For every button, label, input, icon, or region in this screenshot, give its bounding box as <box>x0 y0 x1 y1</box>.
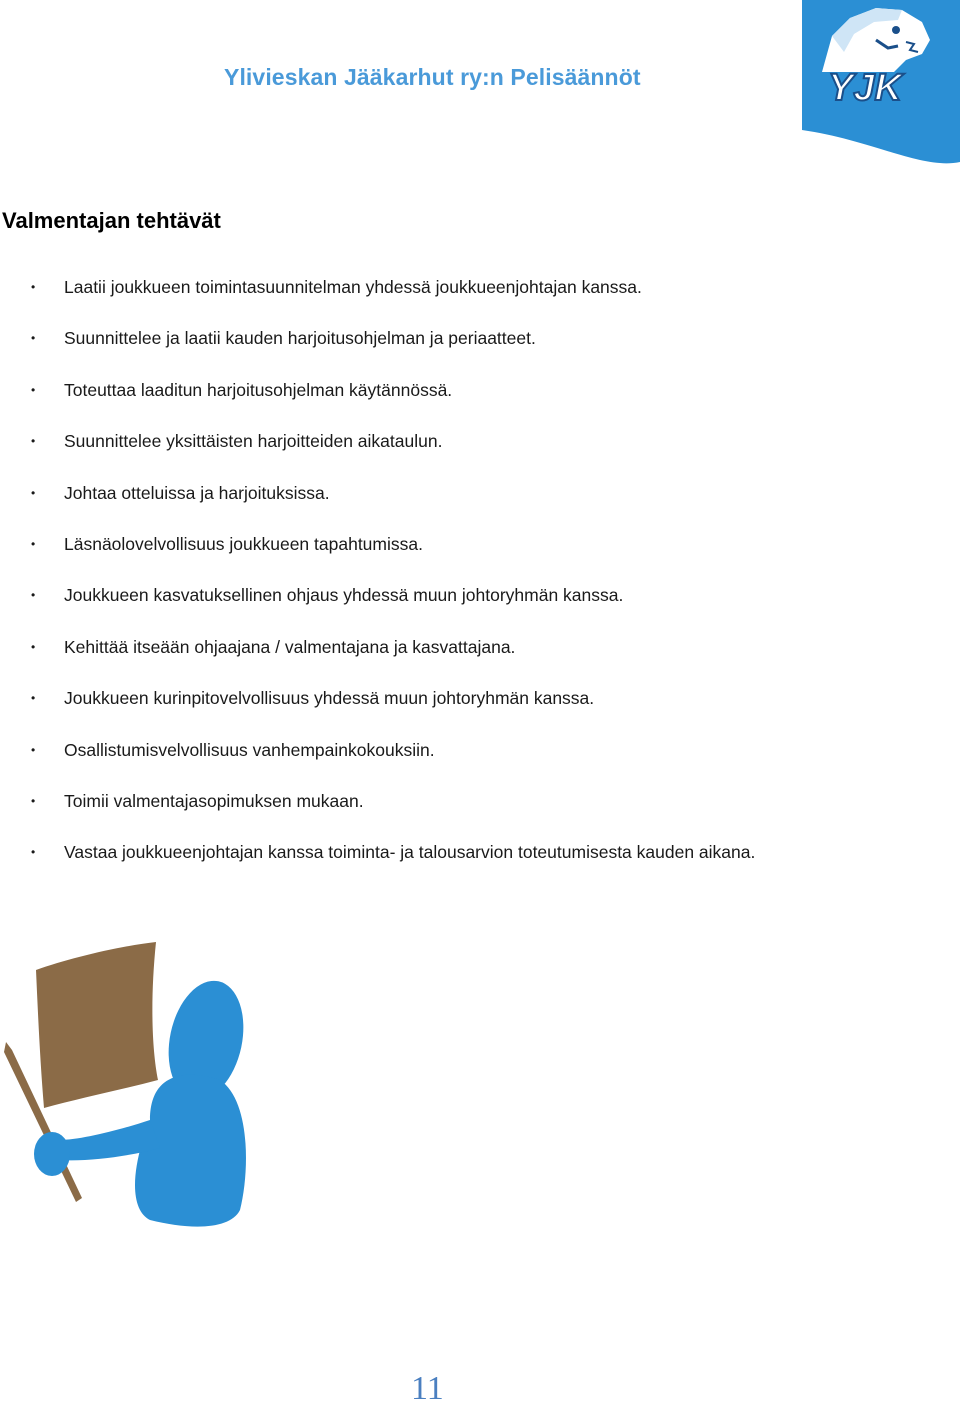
list-item <box>0 479 755 530</box>
list-item <box>0 838 755 889</box>
bullet-icon: • <box>31 331 36 346</box>
list-item-text: Suunnittelee ja laatii kauden harjoitusohjelman ja periaatteet. <box>64 328 536 349</box>
list-item-text: Johtaa otteluissa ja harjoituksissa. <box>64 482 330 503</box>
coach-with-board-icon <box>0 930 260 1230</box>
list-item-text: Toimii valmentajasopimuksen mukaan. <box>64 790 364 811</box>
list-item-text: Vastaa joukkueenjohtajan kanssa toiminta- ja talousarvion toteutumisesta kauden aikana. <box>64 842 756 863</box>
bullet-icon: • <box>31 639 36 654</box>
list-item <box>0 376 755 427</box>
coach-task-list <box>0 273 755 890</box>
polar-bear-icon <box>802 0 960 170</box>
bullet-icon: • <box>31 742 36 757</box>
list-item-text: Joukkueen kasvatuksellinen ohjaus yhdessä muun johtoryhmän kanssa. <box>64 585 624 606</box>
bullet-icon: • <box>31 691 36 706</box>
list-item-text: Kehittää itseään ohjaajana / valmentajana ja kasvattajana. <box>64 636 516 657</box>
list-item <box>0 684 755 735</box>
list-item <box>0 633 755 684</box>
list-item <box>0 787 755 838</box>
list-item <box>0 736 755 787</box>
bullet-icon: • <box>31 588 36 603</box>
bullet-icon: • <box>31 536 36 551</box>
bullet-icon: • <box>31 434 36 449</box>
list-item-text: Läsnäolovelvollisuus joukkueen tapahtumissa. <box>64 533 423 554</box>
list-item-text: Osallistumisvelvollisuus vanhempainkokouksiin. <box>64 739 435 760</box>
club-logo <box>802 0 960 170</box>
coach-illustration <box>0 930 260 1230</box>
list-item <box>0 324 755 375</box>
bullet-icon: • <box>31 280 36 294</box>
bullet-icon: • <box>31 485 36 500</box>
logo-text: YJK <box>828 67 902 109</box>
list-item <box>0 581 755 632</box>
list-item <box>0 530 755 581</box>
list-item <box>0 427 755 478</box>
document-header-title: Ylivieskan Jääkarhut ry:n Pelisäännöt <box>224 64 641 90</box>
bullet-icon: • <box>31 845 36 860</box>
list-item-text: Suunnittelee yksittäisten harjoitteiden aikataulun. <box>64 431 443 452</box>
list-item-text: Toteuttaa laaditun harjoitusohjelman käytännössä. <box>64 379 453 400</box>
bullet-icon: • <box>31 793 36 808</box>
list-item <box>0 273 755 324</box>
list-item-text: Joukkueen kurinpitovelvollisuus yhdessä muun johtoryhmän kanssa. <box>64 688 595 709</box>
section-heading: Valmentajan tehtävät <box>2 208 221 233</box>
bullet-icon: • <box>31 382 36 397</box>
page-number: 11 <box>411 1370 444 1407</box>
list-item-text: Laatii joukkueen toimintasuunnitelman yhdessä joukkueenjohtajan kanssa. <box>64 277 642 297</box>
